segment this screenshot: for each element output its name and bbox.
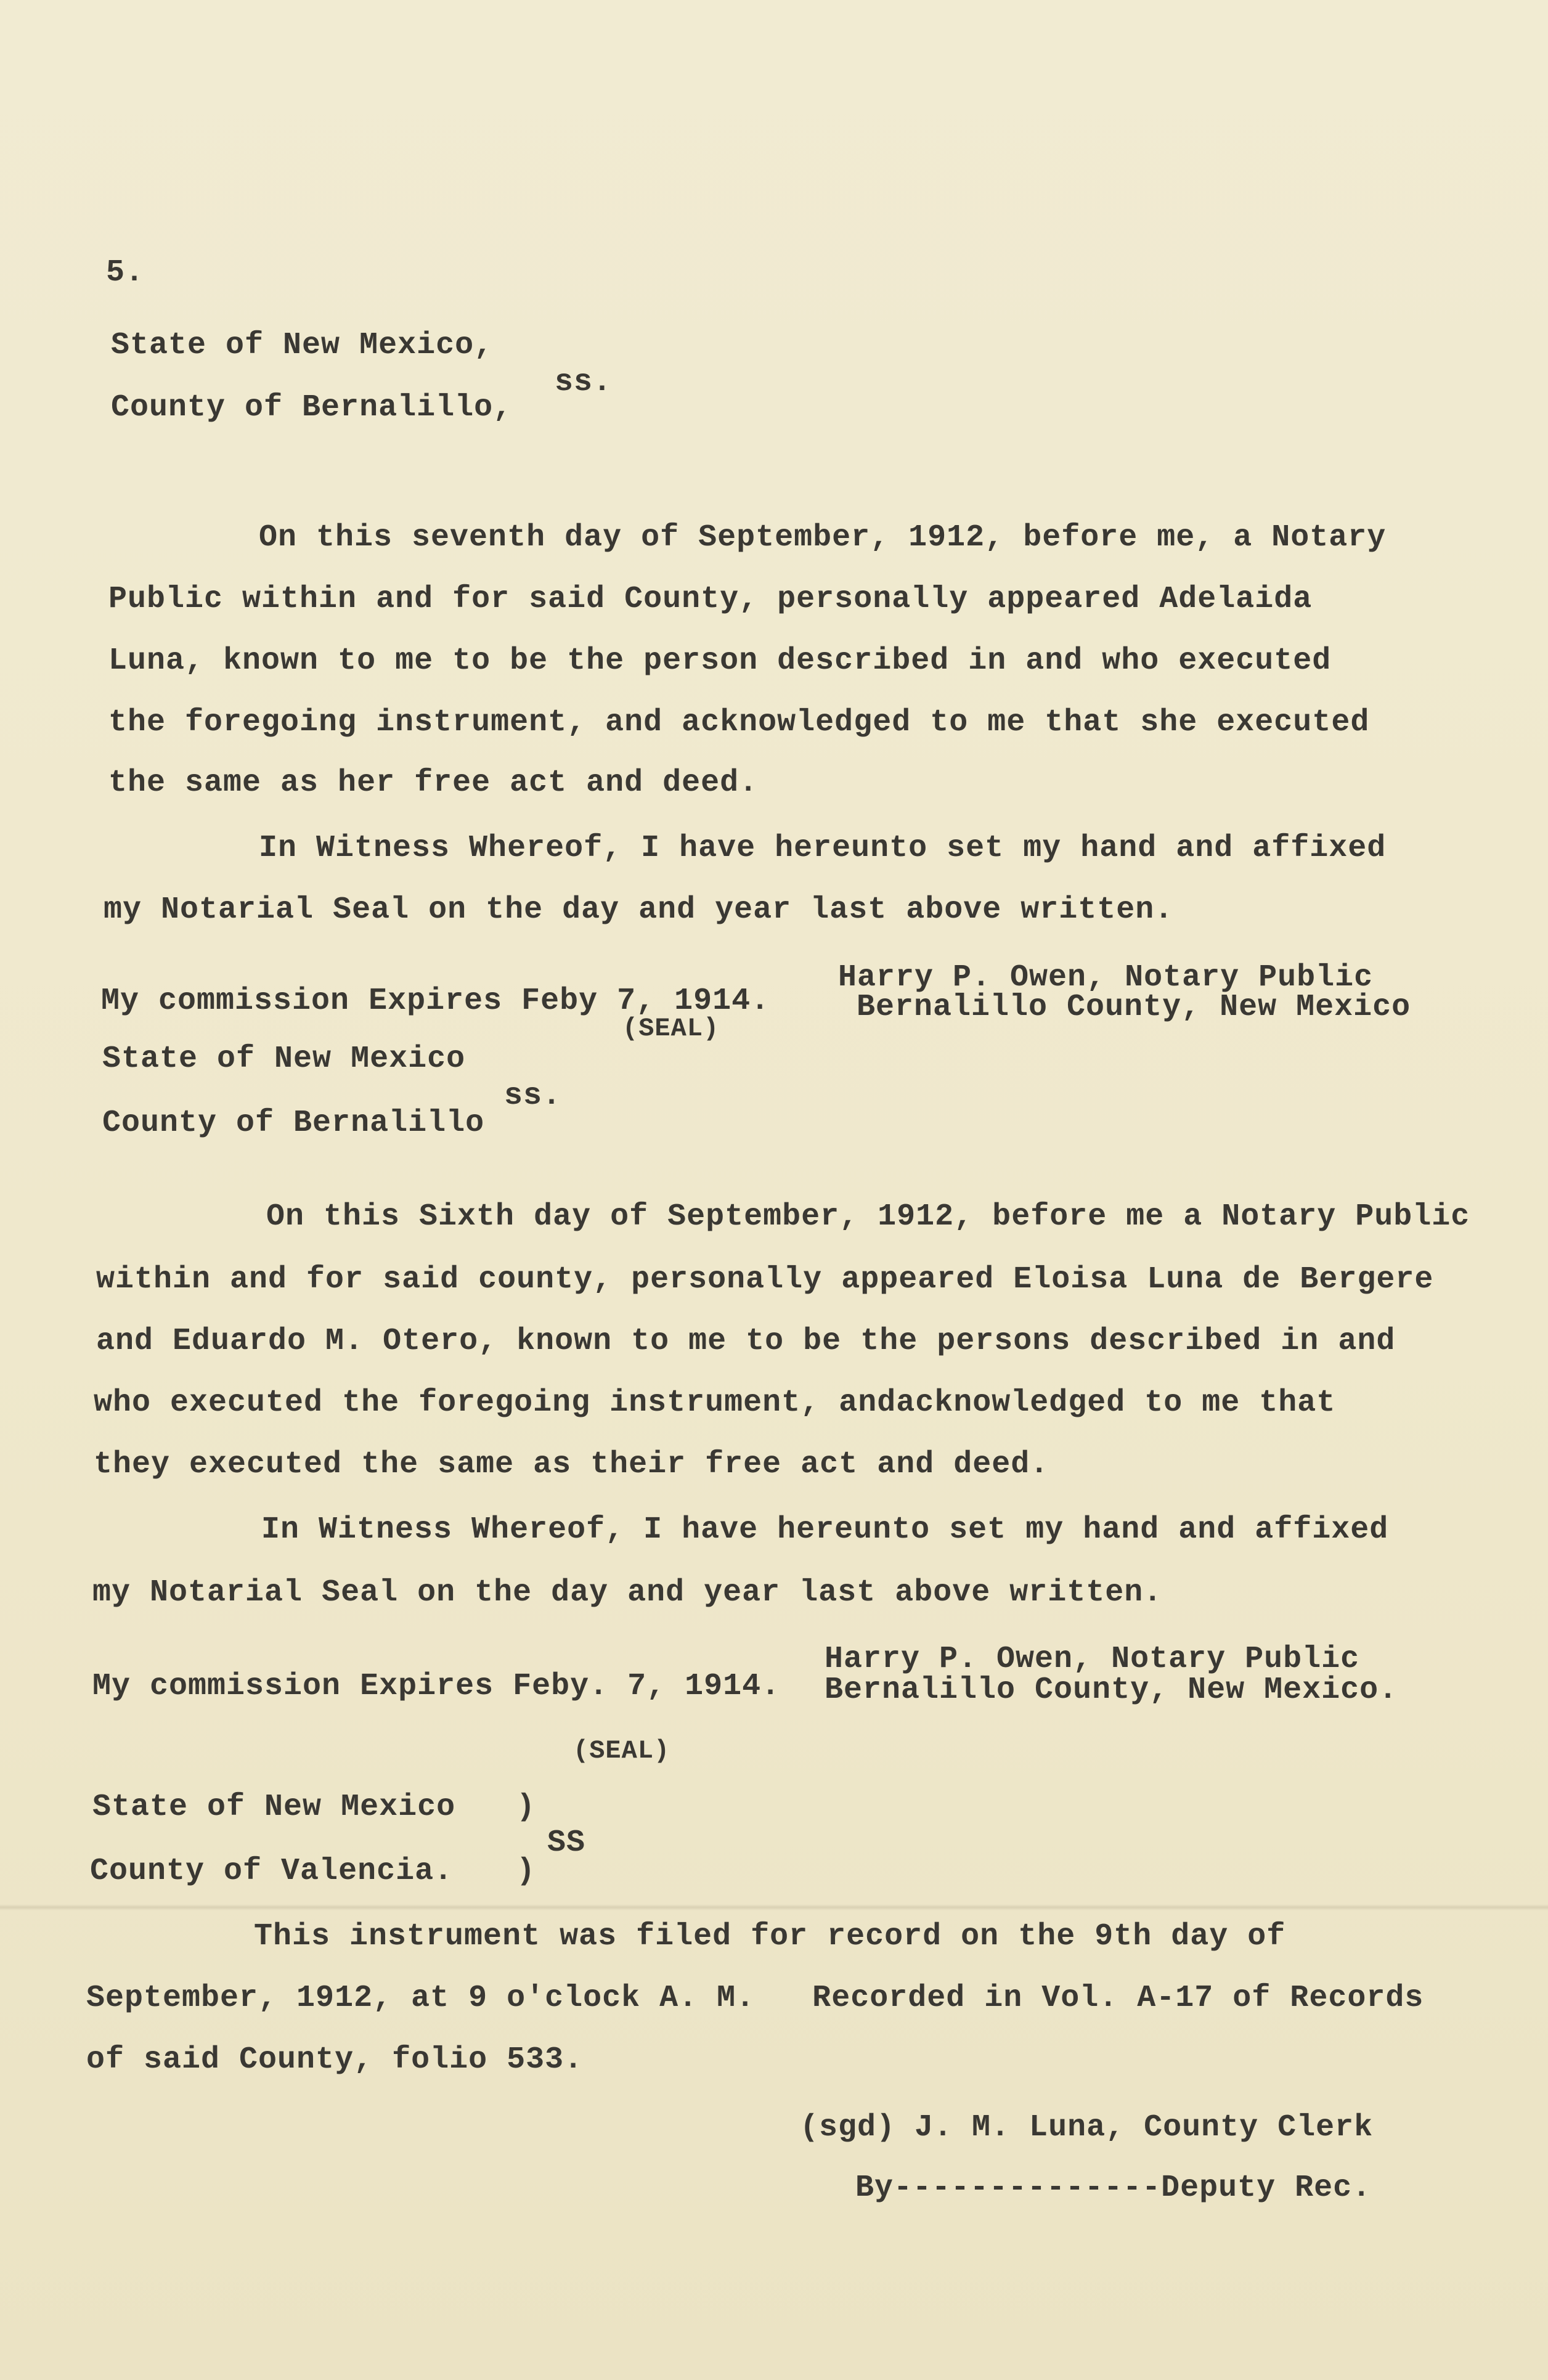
witness-line-2-2: my Notarial Seal on the day and year last above written.: [92, 1575, 1163, 1610]
body-line-1-2: Public within and for said County, personally appeared Adelaida: [108, 582, 1313, 617]
body-line-1-3: Luna, known to me to be the person described in and who executed: [108, 643, 1332, 679]
body-line-1-4: the foregoing instrument, and acknowledged to me that she executed: [108, 705, 1370, 740]
filing-line-2: September, 1912, at 9 o'clock A. M. Recorded in Vol. A-17 of Records: [86, 1981, 1424, 2016]
filing-line-1: This instrument was filed for record on the 9th day of: [254, 1919, 1286, 1954]
ss-mark-2: ss.: [504, 1078, 562, 1114]
body-line-2-3: and Eduardo M. Otero, known to me to be the persons described in and: [96, 1324, 1396, 1359]
witness-line-1-2: my Notarial Seal on the day and year last above written.: [104, 892, 1174, 927]
witness-line-1-1: In Witness Whereof, I have hereunto set my hand and affixed: [259, 831, 1387, 866]
commission-expiry-2: My commission Expires Feby. 7, 1914.: [92, 1669, 781, 1704]
body-line-2-1: On this Sixth day of September, 1912, before me a Notary Public: [266, 1199, 1470, 1234]
filing-line-3: of said County, folio 533.: [86, 2042, 584, 2077]
paper-fold-line: [0, 1904, 1548, 1910]
body-line-1-5: the same as her free act and deed.: [108, 765, 759, 801]
seal-mark-2: (SEAL): [573, 1736, 670, 1766]
bracket-top: ): [516, 1790, 536, 1825]
venue-county-2: County of Bernalillo: [102, 1106, 485, 1141]
ss-mark-3: SS: [547, 1825, 586, 1860]
venue-state-2: State of New Mexico: [102, 1041, 466, 1077]
commission-expiry-1: My commission Expires Feby 7, 1914.: [101, 984, 770, 1019]
body-line-2-4: who executed the foregoing instrument, andacknowledged to me that: [94, 1385, 1336, 1420]
county-clerk-signature: (sgd) J. M. Luna, County Clerk: [800, 2110, 1374, 2145]
notary-county-1: Bernalillo County, New Mexico: [857, 990, 1411, 1025]
body-line-2-5: they executed the same as their free act and deed.: [94, 1447, 1049, 1482]
ss-mark-1: ss.: [555, 365, 613, 400]
notary-signature-2: Harry P. Owen, Notary Public: [825, 1642, 1360, 1677]
body-line-1-1: On this seventh day of September, 1912, before me, a Notary: [259, 520, 1387, 555]
venue-county-3: County of Valencia.: [90, 1854, 454, 1889]
venue-state-3: State of New Mexico: [92, 1790, 456, 1825]
deputy-recorder-line: By--------------Deputy Rec.: [855, 2170, 1372, 2206]
seal-mark-1: (SEAL): [622, 1014, 720, 1043]
venue-state-1: State of New Mexico,: [111, 328, 494, 363]
witness-line-2-1: In Witness Whereof, I have hereunto set my hand and affixed: [261, 1512, 1389, 1547]
venue-county-1: County of Bernalillo,: [111, 390, 513, 425]
bracket-bottom: ): [516, 1854, 536, 1889]
notary-county-2: Bernalillo County, New Mexico.: [825, 1673, 1398, 1708]
page-number: 5.: [106, 255, 145, 290]
notary-signature-1: Harry P. Owen, Notary Public: [838, 960, 1374, 995]
body-line-2-2: within and for said county, personally appeared Eloisa Luna de Bergere: [96, 1262, 1434, 1297]
